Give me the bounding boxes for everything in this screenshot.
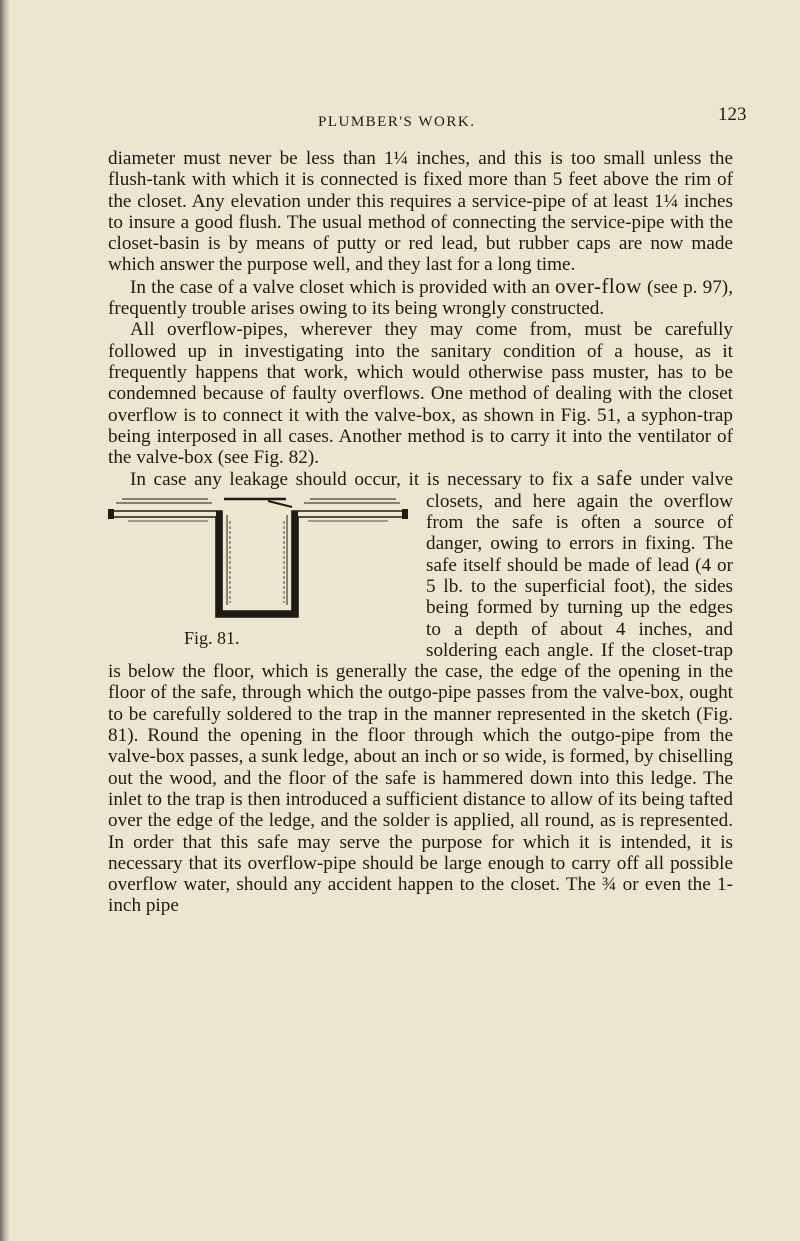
paragraph-3: All overflow-pipes, wherever they may come from, must be carefully followed up in investigating into the sanitary condition of a house, as it frequently happens that work, which would otherwise pass muster, has to be condemned because of faulty overflows. One method of dealing with the closet overflow is to connect it with the valve-box, as shown in Fig. 51, a syphon-trap being interposed in all cases. Another method is to carry it into the ventilator of the valve-box (see Fig. 82).: [108, 319, 733, 469]
paragraph-1: diameter must never be less than 1¼ inches, and this is too small unless the flush-tank with which it is connected is fixed more than 5 feet above the rim of the closet. Any elevation under this requires a service-pipe of at least 1¼ inches to insure a good flush. The usual method of connecting the service-pipe with the closet-basin is by means of putty or red lead, but rubber caps are now made which answer the purpose well, and they last for a long time.: [108, 148, 733, 276]
running-head: PLUMBER'S WORK.: [318, 114, 476, 130]
figure-caption: Fig. 81.: [184, 627, 240, 648]
paragraph-2-end: (see p. 97), frequently trouble arises owing to its being wrongly constructed.: [108, 276, 733, 320]
paragraph-4-end: under valve closets, and here again the overflow from the safe is often a source of danger, owing to errors in fixing. The safe itself should be made of lead (4 or 5 lb. to the superficial foot), the sides being formed by turning up the edges to a depth of about 4 inches, and soldering each angle. If the closet-trap is below the floor, which is generally the case, the edge of the opening in the floor of the safe, through which the outgo-pipe passes from the valve-box, ought to be carefully soldered to the trap in the manner represented in the sketch (Fig. 81). Round the opening in the floor through which the outgo-pipe from the valve-box passes, a sunk ledge, about an inch or so wide, is formed, by chiselling out the wood, and the floor of the safe is hammered down into this ledge. The inlet to the trap is then introduced a sufficient distance to allow of its being tafted over the edge of the ledge, and the solder is applied, all round, as is represented. In order that this safe may serve the purpose for which it is intended, it is necessary that its overflow-pipe should be large enough to carry off all possible overflow water, should any accident happen to the closet. The ¾ or even the 1-inch pipe: [108, 469, 733, 917]
paragraph-4: [108, 468, 733, 916]
emphasis-safe: safe: [596, 466, 633, 491]
paragraph-2: [108, 273, 733, 320]
page-number: 123: [718, 104, 747, 125]
body-text: [108, 148, 733, 917]
emphasis-overflow: over-flow: [555, 273, 642, 298]
paragraph-2-start: In the case of a valve closet which is provided with an: [130, 276, 556, 298]
paragraph-4-start: In case any leakage should occur, it is necessary to fix a: [130, 469, 597, 491]
figure-81: [108, 493, 416, 661]
safe-trap-section-diagram-icon: [108, 493, 408, 627]
